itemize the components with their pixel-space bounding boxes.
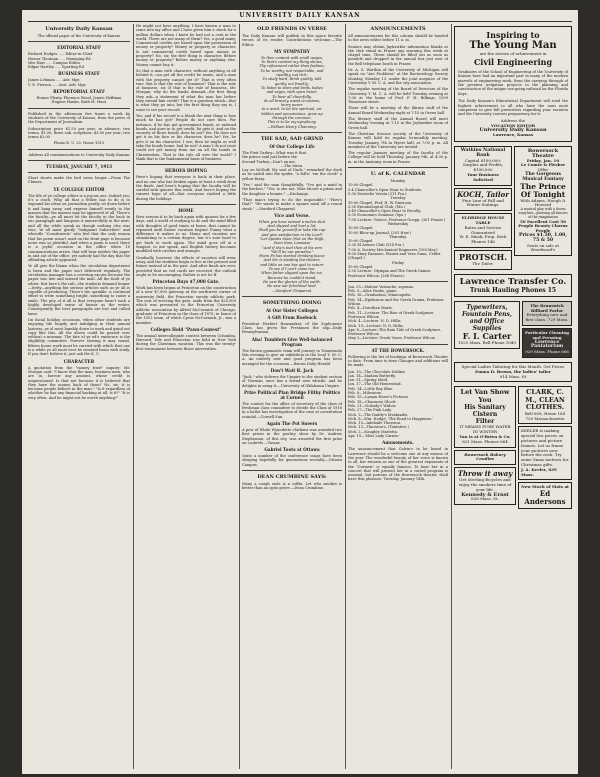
heroes-paragraph: Here's hoping that everyone is back in their place, and no one who has broken again at least a week from the finals. And here's hoping that the faculty will be careful with quizzes this week. And here's hoping the vainest hope of all—that everyone studied a little during the holidays. xyxy=(136,175,236,201)
sad-grind-lines: The First Turkey—What was it that the prince said just before the Second Turkey—Don't ax me. —The Siren. xyxy=(242,150,307,168)
item-paragraph: A pew of White Wyandotte chickens was awarded two first prizes in the poultry show by Dr. Andrew Stephenson, of this city, was awarded the first prize on cockrels.—Vassar. xyxy=(242,428,342,445)
poem-body: To thee content with small wages, Ye that's content my thing shows, Thy refinement rather than fashion; To be worthy, not respectable, and wealthy, not rich; To study hard, think quietly, talk gently, act frankly; To listen to stars and birds, babes and sages, with open heart; To bear all cheerfully, do all bravely, await occasions, hurry never. In a word, to let the spiritual, un- bidden and unconscious, grow up through the common. This is to be my symphony. —William Henry Channing. xyxy=(259,55,325,129)
article-paragraph: So that a man with character, without anything at all behind it, can get all the credit he wants, and a man with the property cannot get it? That is very often true. But is that the rule of business? That is the rule of business, sir. If that is the rule of business, Mr. Morgan, why do the banks demand—the first thing they ask—a statement of what the man has before they extend him credit? That is a question which—that is what they go into; but the first thing they say is, I want to see your record. xyxy=(136,68,236,112)
amusements-heading: Amusements. xyxy=(382,440,414,446)
announcement: The Christian Science society of the University of Kansas will hold its regular bi-monthly meeting, Tuesday January 7th in Myers hall, at 7:00 p. m. All members of the University are invited. xyxy=(348,131,448,149)
something-doing-sub: At Our Sister Colleges xyxy=(265,307,319,313)
staff-line: Eugene Hanke, Ruth M. Hunt xyxy=(51,100,107,105)
koch-tailor-ad: KOCH, Tailor Fine Line of Fall and Winter Suitings. xyxy=(454,188,512,212)
staff-line: Richard Hodges ..... Editor-in-Chief xyxy=(28,52,93,57)
ad-line: are the stories of achievement in xyxy=(479,51,547,56)
emma-brown-ad: Special Ladies Tailoring for this Month. Get Prices Emma D. Brown, the ladies' tailor 914 Mass. St xyxy=(454,362,572,382)
masthead: UNIVERSITY DAILY KANSAN xyxy=(239,12,361,19)
date-line: TUESDAY, JANUARY 7, 1913 xyxy=(45,164,113,170)
verse-intro: The Daily Kansan will publish in this space favorite verses of its reader. Contributions welcome.—The Editor. xyxy=(242,34,342,47)
item-paragraph: The Brown gymnastic team will journey to Tonawanda this evening to give an exhibition in the local Y. M. C. A. An entirely new and good program has been arranged for the occasion.—Brown Daily Herald. xyxy=(242,348,342,366)
throw-away-ad: Throw it away Get Sterling Bicycles and enjoy the smokers time of your life. Kennedy & Ernst 826 Mass. St. xyxy=(454,467,516,505)
ad-line: University Daily Kansan xyxy=(479,127,547,134)
publication-note: Published in the afternoon five times a week by students of the University of Kansas, from the press of the Department of Journalism. xyxy=(28,111,130,125)
ad-body: Graduates of the School of Engineering of the University of Kansas have had an important part in many of the modern marvels of engineering work, from the carrying through of the greatest irrigation projects to the planning and construction of the unique sea-going railroad on the Florida Keys. xyxy=(458,69,568,96)
bowersock-intro: Following is the list of bookings of Bowersock Theater to date. From time to time Changes and additions will be made. xyxy=(348,354,448,368)
clark-ad: CLARK, C. M., CLEAN CLOTHES. Bell 808, Home 168 730 Massachusetts xyxy=(518,386,572,424)
anderson-ad: New Stock of Mats at Ed Andersons xyxy=(518,482,572,509)
home-paragraph: How serious it to be back again with quizzes for a few days, and a world of studying to do and the mind filled with thoughts of good times at home, that cannot be repeated until Easter vacation begins! Funny what a difference it makes to us. Home and vacation are stimulating to a certain degree, but it's sure hard to get back to work again. The mind goes off at a tangent, to use speak, and English history becomes muddled with catches and oranges. xyxy=(136,214,236,254)
calendar-list: Monday 10:00 Chapel. 5:4 Chancellor's Open Hour to Students. 5:30 Deutsche Verein (311 Fra.) Tuesday 10:00 Chapel. Prof. H. W. Emerson. 3:30 Entomological Club, (Mu.) 3:45 Chancellor's Open Hour to Faculty. 5:30 Economics Seminar, (Sps.) 7:00 Lecture: Greece, Professor Goepp. (301 Fraser.) Wednesday 10:00 Chapel. 10:00 Blow-up Journal, (201 Haw.) Thursday. 10:00 Chapel. 3:30 El Ateneo Club (314 Fra.) 7:00 A. Society Mechanical Engineers (108 Mar.) 8:00 Mary Pannone, Pianist and Vera Gunn, Cellist (Chapel.) Friday 10:00 Chapel. 3:30 Lecture: Olympia and The Greek Games, Professor Wilcox, (206 Fraser.) xyxy=(348,179,446,278)
paper-title: University Daily Kansan xyxy=(45,26,113,32)
top-rule xyxy=(28,21,572,22)
bowersock-heading: AT THE BOWERSOCK. xyxy=(371,347,425,353)
humor-item: "That man's trying to do the impossible." "How's that?" "He wants to make a square meal off a round steak." —Stanford Chaparral. xyxy=(242,197,342,211)
editorial-heading: YE COLLEGE EDITOR xyxy=(53,186,105,192)
announcement: There will be a meeting of the library staff of the Annual Board Wednesday night at 7:15 in Green hall. xyxy=(348,106,448,115)
pantatorium-ad: Particular Cleaning and Pressing Lawrence Pantatorium 929 Mass. Phone 666 xyxy=(522,328,572,358)
ad-line: VOCATION EDITOR xyxy=(490,122,536,128)
something-doing-heading: SOMETHING DOING xyxy=(262,299,322,306)
ad-line: Inspiring to xyxy=(486,30,540,40)
dean-paragraph: Many a cough ends is a coffin. Let who smokes is better than an open grave.—Dean Crumbine. xyxy=(242,482,342,491)
van-filter-ad: Let Van Show You His Sanitary Cistern Filter IT MEANS PURE WATER IN WINTER Van is at O'Brien & Co. 621 Mass. Phones 664 xyxy=(454,386,516,447)
column-3 xyxy=(242,24,342,769)
subscription-note: Subscription price $1.50 per year, in advance; two terms, $1.00; three sub. scriptions, $3.00 per year; two terms $2.00. xyxy=(28,126,130,140)
poem-title: MY SYMPATHY xyxy=(274,48,310,54)
phone-line: Phone K. U. 25. Home 1013 xyxy=(53,141,105,146)
column-divider xyxy=(239,24,240,769)
vice-verse-body: When you have missed a melon shot And slipped and hurt a lot, Shall you be yourself or take the rap And give satisfaction in the Lord? "Let Speaks Seen (Not on the High, Seen Now, Lianoase "And if she's tied then at his arm "We'll be our paradise." Poem Po has started drinking booze And Mr. is stealing Dorchester, and little on one has quit to return To see if I can't come too. When father slipped upon the ice, Because he couldn't stand, He saw the glories of the earth, He saw our falsehood land. —Stanford Chaparral. xyxy=(258,219,326,293)
chess-heading: Colleges Hold "Pawn-Contest" xyxy=(150,326,222,332)
dates-list: Jan. 25—Malone Varnache, soprano. Feb. 5—Alice Rooks, piano. Feb. 16—Graduation, Minneapolis. Feb. 14—Epidaurus and the Greek Drama, Professor Wilcox. Feb. 4—Dorothea Marie. Feb. 11—Lecture: The Rise of Greek Sculpture, Professor Wilcox. Mch. 4—Lecture: N. D. Hillis. Mch. 19—Lecture: N. D. Hillis. Apr. 8—Lecture: The Rain Tide of Greek Sculpture, Professor Wilcox. May 2—Lecture: Greek Vases, Professor Wilcox. xyxy=(348,284,445,341)
item-heading: Aha! Tumblers Give Well-balanced Program xyxy=(251,336,333,347)
bowersock-list: Jan. 10—The Chocolate Soldier. Jan. 14—Madam Butterfly. Jan. 31—Spring Maid. Jan. 17—The Old Homestead. Feb. 14—Little Boy Blue. Feb. 8—Milestone. Feb. 15—Lyman Howe's Pictures. Feb. 18—Chauncey Olcott. Feb. 21—Nobody's Widow. Feb. 27—The Pink Lady. Mch. 3—The Daddy's Muskeadis. Mch. 8—Wm. Hodge, 'The Road to Happiness.' Mch. 15—Adelaide Thurston. Mch. 13—Thurston's. (Tentative.) Mch. 2—Naughty Marietta. Apr. 19—'Miss Lady Carnes.' xyxy=(348,369,434,439)
editorial-paragraph: The life of ye college editor is a joyous one. Indeed yes; it's a cinch. Why, all that a fellow has to do is to expound his ideas on journalism gently, sit down before it and bang away, and express himself evenly to the masses that the masses may be approved of all. There's the faculty—ye all must let the faculty in the back in our paragraph and lampoon it unmercifully in the next; and all the while speak as though nothing else was true. Ye all must gently "Indignant Subscriber" and wheedle "Constituents" who feel that the only reason that his poem wasn't used on the front page is because news was so plentiful. And when a poem is used, there is a joyful occasion in the office when 10 communications arrive, that will bear neither the paper in and out of the office, yet nobody had the day that the offending article appeared. xyxy=(28,193,130,263)
calendar-heading: U. of K. CALENDAR xyxy=(370,171,426,178)
item-paragraph: Quite a number of the conference songs have been sleeping hopefully for generations recently.—Ottawa Campus. xyxy=(242,454,342,467)
column-divider xyxy=(133,24,134,769)
staff-line: James Lehman ..... Adv. Mgr. xyxy=(28,78,81,83)
character-heading: CHARACTER xyxy=(63,358,95,364)
item-heading: Again The Pot Sneers xyxy=(266,421,318,426)
announcement: Seniors may obtain Jayhawker information blanks at the club stand in Fraser any morning this week at chapel time. These should be filled out as soon as possible and dropped in the annual box just east of the Bell telephone booth in Fraser. xyxy=(348,44,448,66)
eldridge-ad: ELDRIDGE HOUSE TABLE Rates and Service Guaranteed W. E. Meak, Prop. Both Phones 146 xyxy=(454,213,512,248)
heroes-heading: HEROES HOPING xyxy=(164,168,208,174)
carter-ad: Typewriters, Fountain Pens, and Office Supplies F. I. Carter 1025 Mass. Bell Phone 1049 xyxy=(454,301,520,349)
column-1 xyxy=(28,24,130,769)
item-paragraph: The contest for the office of secretary of the class of freshman class committee to decide the Class of 1916 in a ballot has investigation of the case at constitution scandal.—Cornell Sun. xyxy=(242,401,342,419)
reportorial-staff-heading: REPORTORIAL STAFF xyxy=(53,89,105,95)
announcement: The literary staff of the Annual Board will meet Wednesday evening at 7:15 in the Jayhawker room of Green hall. xyxy=(348,117,448,130)
staff-line: V. E. Pierson ..... Asst. Adv. Mgr. xyxy=(28,82,87,87)
amusements-paragraph: The announcement that Calvin's to be heard in Lawrence should be a welcome one at any season of the year. The wonderful beauty of her voice is known to all, her renown as one of the greatest exponents of the "Carmen" is equally famous. To hear her in a concert that will present her in a varied program is unusual, but patrons of the Bowersock theater, shall have this pleasure, Tuesday, January 14th. xyxy=(348,447,448,482)
short-item: Short shorts make the bed seem longer.—From The Chimes. xyxy=(28,176,130,185)
ad-line: Civil Engineering xyxy=(473,56,553,67)
article-paragraph: Yes; and if his record is a blank the next thing is how much he has got? People do not care then. For instance, if he has got government bonds, or railroad bonds, and goes in to get credit, he gets it, and on the security of those bonds, does he not? Yes. He does not get it on his face or his character, does he? Yes, he gets it on his character. I see; then he might as well take the bonds home, had he not? A man I do not trust could not get money from me on all the bonds in Christendom. That is the rule all over the world? I think that is the fundamental basis of business. xyxy=(136,113,236,161)
chess-paragraph: The annual intercollegiate contest between Columbia, Harvard, Yale and Princeton was held in New York during the Christmas vacation. This was the twenty-first tournament between these universities. xyxy=(136,333,236,351)
keeler-ad: KEELER is making special low prices on pictures and picture frames. Let us frame your pictures now before the rush. Try some Xmas mottoes for Christmas gifts. J. A. Keeler, 839 Mass. xyxy=(518,426,572,480)
editorial-paragraph: On facial holiday occasions, when other students are enjoying life hugely and indulging in their annual laziness, ye al most humbly down to work and grind out copy like this. All the above could be passed over without a murmur. The fate of ye ed's existence is the eligibility committee. Forever slowing it may sound, fifteen hours work must be carried with which that one is a while ye all must ever be wearied brain with study. If you don't believe it, just ask the K. C. xyxy=(28,317,130,357)
staff-line: Edgar Hartley ..... Sporting Ed xyxy=(28,65,84,70)
brunswick-ad: The Brunswick Billiard Parlor Everything new and first class. 729 Mass. xyxy=(522,301,572,326)
announcements-heading: ANNOUNCEMENTS xyxy=(370,26,426,32)
ad-line: The Young Man xyxy=(469,40,557,51)
home-heading: HOME xyxy=(178,207,194,213)
home-paragraph: Gradually, however, the effects of vacation will wear away, and the students begin to live in the present and future instead of in the past. And after finals are over, provided that no red cards are received, the outlook ought to be encouraging. Rather is not be ff. xyxy=(136,255,236,277)
civil-engineering-ad xyxy=(454,26,572,142)
item-heading: A Gift From Roebuck xyxy=(267,314,317,320)
character-paragraph: A quotation from the "money trust" inquiry: Mr. Morgan said: "I know that the man, business men, who are in, borrow any amount, whose credit is unquestioned. Is that not because it is believed that they have the money back of them? No, sir; it is because people believe in the man." "Is it regardless of whether he has any financial backing at all, is it?" "It is very often. And he might not be worth anything?" xyxy=(28,365,130,400)
vice-verse-heading: Vice and Verse. xyxy=(274,212,310,218)
editorial-paragraph: Ye all gets the blame when the circulation department is been and the paper isn't delivered regularly. The circulation manager has a covering excuse because the paper was late and missed the mail. All the fault of ye editor. But here's the rub—the students demand humor—levity—anything but serious articles such as ye all is capable of producing. There's the sprinkle. A continual effort to write something bright, something to cause a smile. The pity of it all is that everyone hasn't such a highly developed sense of humor as the writer. Consequently the best paragraphs are lost and called lame. xyxy=(28,264,130,316)
newspaper-page xyxy=(22,10,578,774)
column-2 xyxy=(136,24,236,769)
announcement: All announcements for this column should be handed to the news editor before 11 a. m. xyxy=(348,34,448,43)
editorial-staff-heading: EDITORIAL STAFF xyxy=(57,45,101,51)
address-line: Address all communications to University Daily Kansan xyxy=(28,152,130,157)
protsch-ad: PROTSCH. The Tailor. xyxy=(454,250,512,270)
sad-grind-sub: Of Our College Life xyxy=(269,143,315,149)
dean-heading: DEAN CRUMBINE SAYS: xyxy=(257,474,327,481)
business-staff-heading: BUSINESS STAFF xyxy=(58,71,100,77)
announcement: Dr. A. S. Warthin of the University of Michigan will speak on "Are Problems" at the Bacteriology Society Monday, Monday 13, under the joint auspices of the University Y. M. C. A. and the city association. xyxy=(348,68,448,85)
announcement: The regular meeting of the Board of Directors of the University Y. M. C. A. will be held Tuesday evening at 7:30 at the home of Prof. F. H. Billings, 1309 Tennessee street. xyxy=(348,87,448,105)
ads-column xyxy=(454,24,572,769)
watkins-bank-ad: Watkins National Bank Capital $100,000; Surplus and Profits, $100,000 Your Business Solicited xyxy=(454,146,512,186)
bakery-ad: Bowersock Bakery Candies xyxy=(454,450,516,466)
princeton-heading: Princeton Buys $7,000 Gate. xyxy=(152,279,220,285)
verse-heading: OLD FRIENDS IN VERSE xyxy=(257,26,327,32)
princeton-paragraph: Work has been begun at Princeton on the construction of a new $7,000 gateway at the northwest corner of university field, the Princeton varsity athletic park. The cost of erecting the gate, aside from the $25,000 which was presented to the Princeton University Athletic association by Alfred McCormick of Chicago, graduate of Princeton in the class of 1879, in honor of the 1912 team, of which Cyrus McCormick, Jr., was a member. xyxy=(136,286,236,325)
column-4 xyxy=(348,24,448,769)
article-paragraph: He might not have anything. I have known a man to come into my office and I have given him a check for a million dollars when I knew he had not a cent in the world. There are not many of them? Yes, a good many. Commercial credits are based upon the possession of money or property? Money or property or character. Is not commercial credit based upon money or property? No, sir, the first thing is character. Before money or property? Before money or anything else. Money cannot buy it. xyxy=(136,24,236,67)
staff-line: Homer Plenty, Florence Wood, Jennie Hoffman xyxy=(36,96,122,101)
column-divider xyxy=(345,24,346,769)
ad-line: Address the xyxy=(500,117,526,123)
humor-item: Lay on McDuff. My soul of Duck," remarked the duck as he sailed into the spider, "a fall'n' 'em the clock" a yellow fuzzy. xyxy=(242,168,342,181)
humor-item: "Yes," said the man thoughtfully, "I've got a maid in the kitchen." "Yes, is she not, Miss Moore a prime and the daughter a bonnie." —Exchange. xyxy=(242,183,342,196)
announcement: The regular January meeting of the faculty of the College will be held Thursday, January 9th, at 4:30 p. m. in the Anatomy room in Fraser. xyxy=(348,151,448,164)
item-paragraph: "Jack," who delivers the Umpire to the student section of Norman, once has a friend new whistle, and he delights in using it.—University of Oklahoma Umpire. xyxy=(242,374,342,388)
column-divider xyxy=(451,24,452,769)
item-heading: Gabriel Toots at Ottawa xyxy=(264,447,320,453)
lawrence-transfer-ad: Lawrence Transfer Co. Trunk Hauling Phones 15 xyxy=(454,274,572,297)
ad-line: Lawrence, Kansas xyxy=(492,132,534,138)
bowersock-theatre-ad: Bowersock Theatre Friday, Jan. 10 Le Comte & Flesher Offer The Gorgeous Musical Fantasy The Prince Of Tonight With Adams, Hough & Howard A musical play with a dozen song-hits—pleasing all fancies of the imagination 50 Excellent Cast 50 People Beauty Chorus People Prices $1.50, 1.00, 75 & 50 Seats on sale at Woodward's xyxy=(514,146,572,256)
paper-subtitle: The official paper of the University of Kansas xyxy=(37,34,121,38)
ad-body: The Daily Kansan's Educational Department will send the highest achievement to all who have the ones most competent to give full particulars regarding your vacation and the University courses preparatory for it. xyxy=(458,99,568,117)
staff-line: Homer Thorman ..... Managing Ed xyxy=(28,56,91,61)
item-heading: Don't Wait R. Jack xyxy=(270,367,314,373)
sad-grind-heading: THE SAD, SAD GRIND xyxy=(260,135,324,142)
item-paragraph: President Herbert Hansmaker, of the Sophomore Class, has given the Freshmen the slip—Daily Pennsylvanian. xyxy=(242,321,342,335)
staff-line: Wes Hart ..... Campus Editor xyxy=(28,60,81,65)
item-heading: Prize Political Plan Bridge Filthy Politics at Cornell xyxy=(243,389,341,400)
